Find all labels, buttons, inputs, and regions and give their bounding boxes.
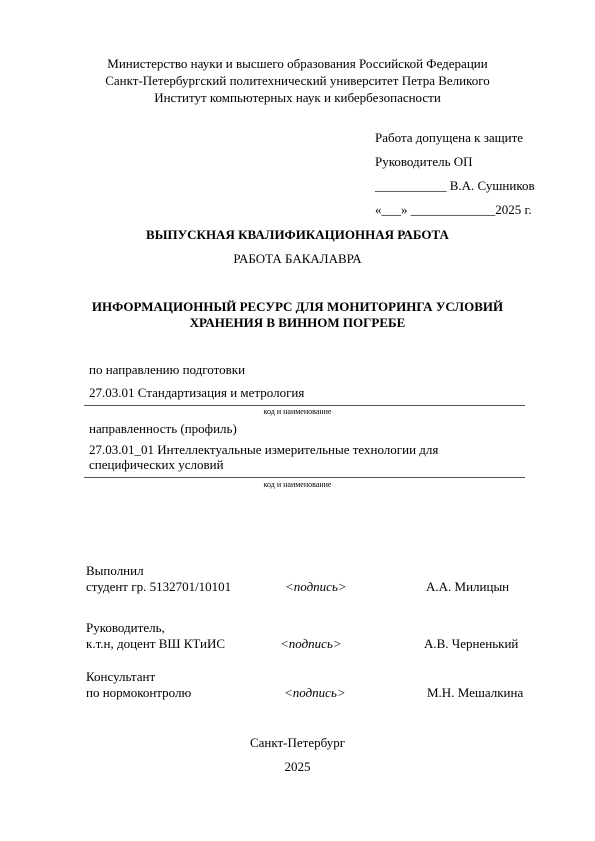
program-head-title: Руководитель ОП xyxy=(375,154,473,169)
university-line: Санкт-Петербургский политехнический университет Петра Великого xyxy=(105,73,490,88)
program-head-signature: ___________ В.А. Сушников xyxy=(375,178,535,193)
ministry-line: Министерство науки и высшего образования Российской Федерации xyxy=(107,56,488,71)
consultant-role-line1: Консультант xyxy=(86,669,156,684)
profile-rule xyxy=(84,477,525,478)
direction-caption: код и наименование xyxy=(263,407,332,416)
footer-year: 2025 xyxy=(284,759,311,774)
institute-line: Институт компьютерных наук и кибербезопасности xyxy=(154,90,441,105)
supervisor-signature: <подпись> xyxy=(280,636,342,651)
profile-label: направленность (профиль) xyxy=(89,421,237,436)
approval-date: «___» _____________2025 г. xyxy=(375,202,532,217)
direction-value: 27.03.01 Стандартизация и метрология xyxy=(89,385,305,400)
student-name: А.А. Милицын xyxy=(426,579,510,594)
consultant-name: М.Н. Мешалкина xyxy=(427,685,524,700)
document-type: ВЫПУСКНАЯ КВАЛИФИКАЦИОННАЯ РАБОТА xyxy=(146,227,449,242)
student-role-line2: студент гр. 5132701/10101 xyxy=(86,579,232,594)
profile-value-line2: специфических условий xyxy=(89,457,224,472)
consultant-role-line2: по нормоконтролю xyxy=(86,685,192,700)
direction-rule xyxy=(84,405,525,406)
profile-value-line1: 27.03.01_01 Интеллектуальные измерительные технологии для xyxy=(89,442,439,457)
supervisor-name: А.В. Черненький xyxy=(424,636,519,651)
consultant-signature: <подпись> xyxy=(284,685,346,700)
student-signature: <подпись> xyxy=(285,579,347,594)
admitted-to-defense: Работа допущена к защите xyxy=(375,130,524,145)
topic-title-line2: ХРАНЕНИЯ В ВИННОМ ПОГРЕБЕ xyxy=(189,315,406,330)
supervisor-role-line2: к.т.н, доцент ВШ КТиИС xyxy=(86,636,226,651)
profile-caption: код и наименование xyxy=(263,480,332,489)
direction-label: по направлению подготовки xyxy=(89,362,246,377)
footer-city: Санкт-Петербург xyxy=(249,735,346,750)
work-type: РАБОТА БАКАЛАВРА xyxy=(233,251,362,266)
student-role-line1: Выполнил xyxy=(86,563,144,578)
topic-title-line1: ИНФОРМАЦИОННЫЙ РЕСУРС ДЛЯ МОНИТОРИНГА УСЛОВИЙ xyxy=(91,299,504,314)
supervisor-role-line1: Руководитель, xyxy=(86,620,165,635)
